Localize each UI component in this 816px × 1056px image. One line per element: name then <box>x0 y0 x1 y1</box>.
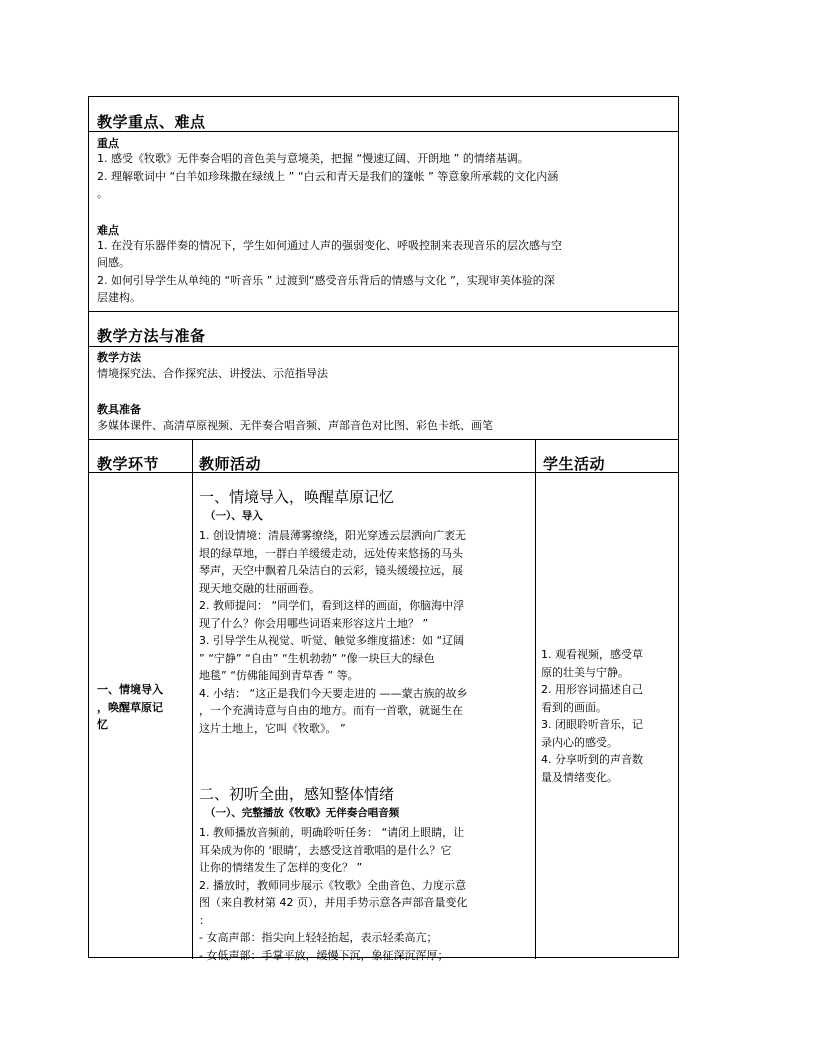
nandian-line: 2. 如何引导学生从单纯的 “听音乐 ” 过渡到“感受音乐背后的情感与文化 ”，实现审美体验的深 <box>97 274 555 287</box>
teacher-line: 1. 教师播放音频前，明确聆听任务： “请闭上眼睛，让 <box>199 826 465 839</box>
teacher-line: 1. 创设情境：清晨薄雾缭绕，阳光穿透云层洒向广袤无 <box>199 529 466 542</box>
zhongdian-line: 1. 感受《牧歌》无伴奏合唱的音色美与意境美，把握 “慢速辽阔、开朗地 ” 的情绪基调。 <box>97 152 529 165</box>
section1-title: 一、情境导入，唤醒草原记忆 <box>199 488 395 506</box>
teacher-line: - 女高声部：指尖向上轻轻抬起，表示轻柔高亢； <box>199 931 438 944</box>
teacher-line: 2. 教师提问： “同学们，看到这样的画面，你脑海中浮 <box>199 599 465 612</box>
divider <box>89 346 678 347</box>
teacher-line: 2. 播放时，教师同步展示《牧歌》全曲音色、力度示意 <box>199 878 466 892</box>
student-line: 量及情绪变化。 <box>541 770 618 784</box>
divider <box>89 131 678 132</box>
divider <box>89 311 678 312</box>
method-text: 情境探究法、合作探究法、讲授法、示范指导法 <box>97 367 328 380</box>
teacher-line: 垠的绿草地，一群白羊缓缓走动，远处传来悠扬的马头 <box>199 546 463 560</box>
student-line: 4. 分享听到的声音数 <box>541 753 643 766</box>
nandian-line: 层建构。 <box>97 291 141 304</box>
nandian-label: 难点 <box>97 224 119 237</box>
methods-title: 教学方法与准备 <box>97 327 206 345</box>
prep-text: 多媒体课件、高清草原视频、无伴奏合唱音频、声部音色对比图、彩色卡纸、画笔 <box>97 419 493 432</box>
student-line: 看到的画面。 <box>541 700 607 714</box>
student-line: 3. 闭眼聆听音乐，记 <box>541 718 643 731</box>
teacher-line: 图（来自教材第 42 页），并用手势示意各声部音量变化 <box>199 896 468 909</box>
prep-label: 教具准备 <box>97 403 141 416</box>
teacher-line: ，一个充满诗意与自由的地方。而有一首歌，就诞生在 <box>199 704 463 717</box>
stage-cell <box>97 681 163 734</box>
nandian-line: 间感。 <box>97 256 130 269</box>
stage-line: 一、情境导入 <box>97 683 163 696</box>
zhongdian-line: 2. 理解歌词中 “白羊如珍珠撒在绿绒上 ” “白云和青天是我们的篷帐 ” 等意象所承载的文化内涵 <box>97 170 559 183</box>
nandian-line: 1. 在没有乐器伴奏的情况下，学生如何通过人声的强弱变化、呼吸控制来表现音乐的层次感与空 <box>97 239 562 252</box>
col-header-stage: 教学环节 <box>97 455 160 473</box>
lesson-plan-page <box>88 96 679 962</box>
column-divider <box>192 439 193 959</box>
teacher-line: 现了什么？你会用哪些词语来形容这片土地？ ” <box>199 616 429 630</box>
key-points-title: 教学重点、难点 <box>97 113 206 131</box>
section2-body <box>199 824 468 964</box>
teacher-line: 现天地交融的壮丽画卷。 <box>199 581 320 595</box>
col-header-student: 学生活动 <box>543 455 606 473</box>
stage-line: 忆 <box>97 718 108 731</box>
divider <box>89 439 678 440</box>
teacher-line: 琴声，天空中飘着几朵洁白的云彩，镜头缓缓拉远，展 <box>199 564 463 577</box>
zhongdian-label: 重点 <box>97 137 119 150</box>
teacher-line: ： <box>199 913 210 927</box>
teacher-line: 耳朵成为你的 ‘眼睛’，去感受这首歌唱的是什么？它 <box>199 843 452 857</box>
teacher-line: 地毯” “仿佛能闻到青草香 ” 等。 <box>199 669 359 682</box>
section2-title: 二、初听全曲，感知整体情绪 <box>199 785 395 803</box>
column-divider <box>535 439 536 959</box>
teacher-line: - 女低声部：手掌平放，缓慢下沉，象征深沉浑厚； <box>199 948 449 962</box>
student-cell <box>541 646 643 786</box>
col-header-teacher: 教师活动 <box>199 455 262 473</box>
teacher-line: 4. 小结： “这正是我们今天要走进的 ——蒙古族的故乡 <box>199 686 468 700</box>
student-line: 2. 用形容词描述自己 <box>541 683 643 696</box>
method-label: 教学方法 <box>97 351 141 364</box>
stage-line: ，唤醒草原记 <box>97 700 163 714</box>
section1-sub: （一）、导入 <box>205 510 263 522</box>
divider <box>89 472 678 473</box>
teacher-line: ” “宁静” “自由” “生机勃勃” “像一块巨大的绿色 <box>199 651 435 665</box>
student-line: 1. 观看视频，感受草 <box>541 648 643 661</box>
student-line: 原的壮美与宁静。 <box>541 665 629 679</box>
teacher-line: 3. 引导学生从视觉、听觉、触觉多维度描述：如 “辽阔 <box>199 634 465 647</box>
section1-body <box>199 527 468 737</box>
student-line: 录内心的感受。 <box>541 735 618 749</box>
teacher-line: 让你的情绪发生了怎样的变化？ ” <box>199 861 363 874</box>
section2-sub: （一）、完整播放《牧歌》无伴奏合唱音频 <box>205 807 400 819</box>
teacher-line: 这片土地上，它叫《牧歌》。 ” <box>199 721 346 735</box>
zhongdian-line: 。 <box>97 187 108 200</box>
